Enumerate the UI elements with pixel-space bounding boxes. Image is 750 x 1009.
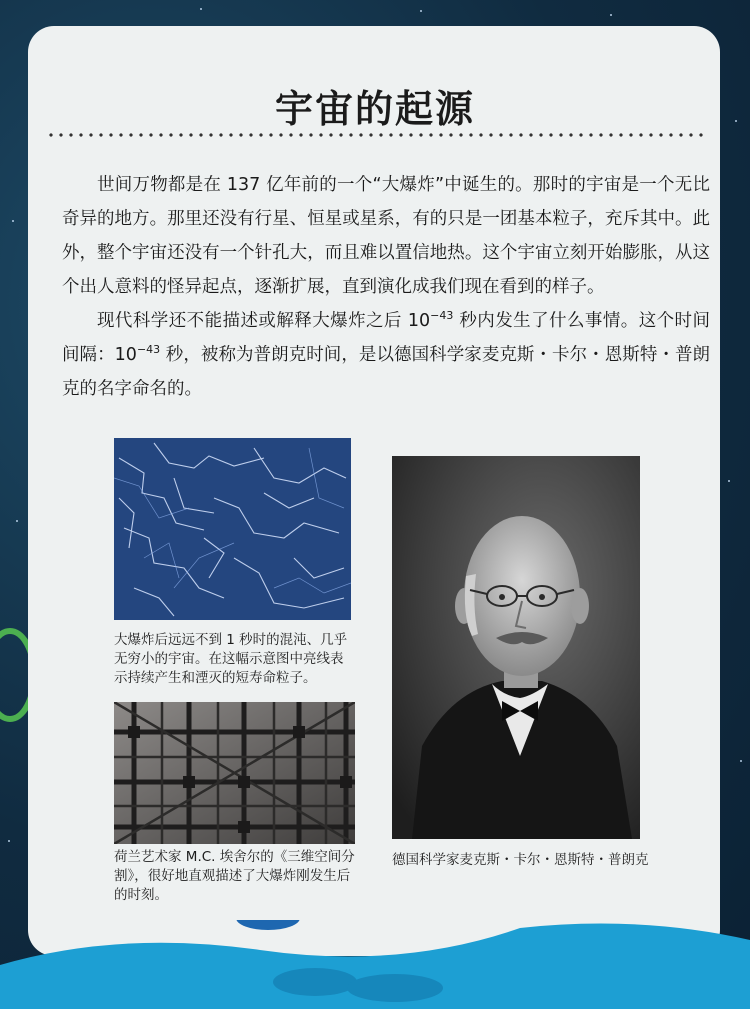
planck-caption: 德国科学家麦克斯・卡尔・恩斯特・普朗克 [392,852,649,868]
paragraph-2: 现代科学还不能描述或解释大爆炸之后 $10^{-43}$ 秒内发生了什么事情。这个时间间隔：$10^{-43}$ 秒，被称为普朗克时间，是以德国科学家麦克斯・卡尔・恩斯特・普朗克的名字命名的。 [62,309,710,399]
escher-image [114,702,355,844]
paragraph-1: 世间万物都是在 137 亿年前的一个“大爆炸”中诞生的。那时的宇宙是一个无比奇异的地方。那里还没有行星、恒星或星系，有的只是一团基本粒子，充斥其中。此外，整个宇宙还没有一个针孔大，而且难以置信地热。这个宇宙立刻开始膨胀，从这个出人意料的怪异起点，逐渐扩展，直到演化成我们现在看到的样子。 [62,175,710,297]
body-text [62,168,710,406]
chaos-caption: 大爆炸后远远不到 1 秒时的混沌、几乎无穷小的宇宙。在这幅示意图中亮线表示持续产生和湮灭的短寿命粒子。 [114,632,348,686]
bottom-wave [0,920,750,1009]
chaos-universe-image [114,438,351,620]
planck-portrait-image [392,456,640,839]
page-title: 宇宙的起源 [274,87,475,131]
escher-caption: 荷兰艺术家 M.C. 埃舍尔的《三维空间分割》，很好地直观描述了大爆炸刚发生后的时刻。 [114,849,355,903]
dotted-divider [46,133,706,137]
